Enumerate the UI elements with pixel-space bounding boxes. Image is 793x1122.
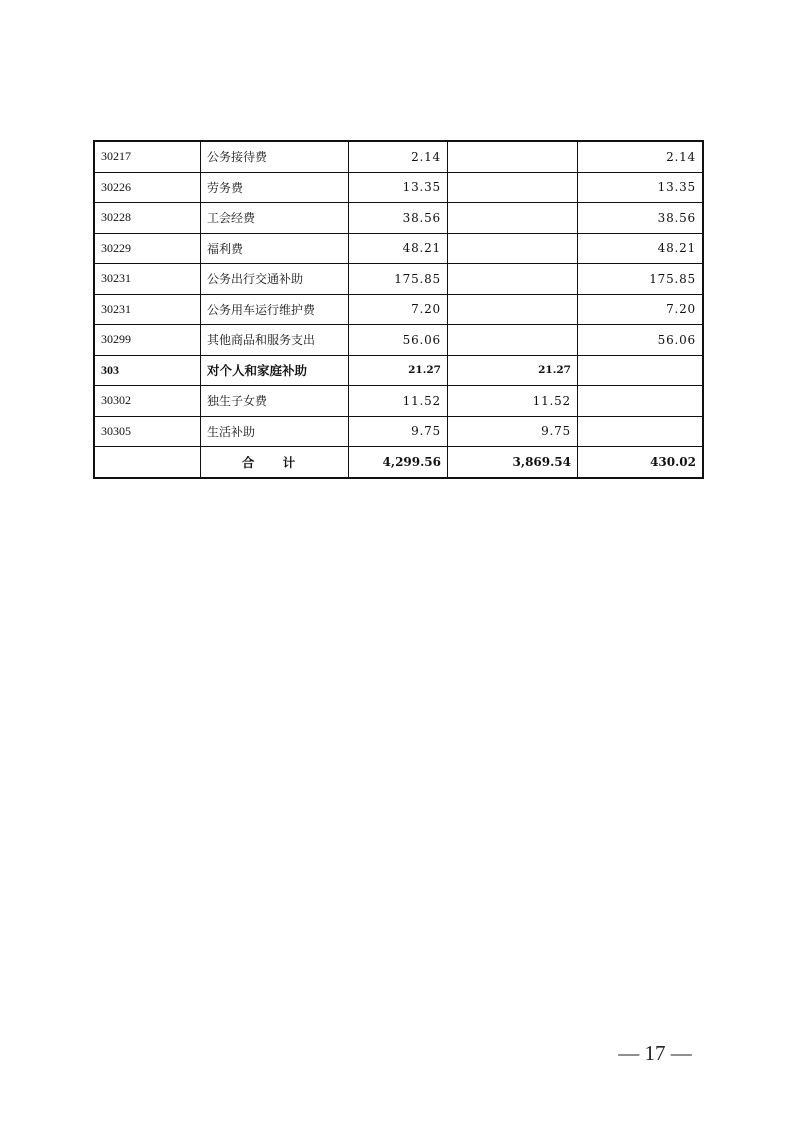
row-name: 公务出行交通补助 xyxy=(201,264,349,295)
table-row xyxy=(94,264,703,295)
row-project: 175.85 xyxy=(578,264,704,295)
table-total-row xyxy=(94,447,703,478)
table-row xyxy=(94,386,703,417)
row-total: 13.35 xyxy=(349,172,448,203)
row-project xyxy=(578,355,704,386)
row-name: 生活补助 xyxy=(201,416,349,447)
table-row xyxy=(94,325,703,356)
table-row-category xyxy=(94,355,703,386)
row-code: 30226 xyxy=(94,172,201,203)
total-amount: 4,299.56 xyxy=(349,447,448,478)
row-basic: 9.75 xyxy=(448,416,578,447)
row-code: 30305 xyxy=(94,416,201,447)
row-code: 30217 xyxy=(94,141,201,172)
row-project xyxy=(578,386,704,417)
table-row xyxy=(94,416,703,447)
row-basic xyxy=(448,325,578,356)
total-project: 430.02 xyxy=(578,447,704,478)
budget-table xyxy=(93,140,704,479)
table-row xyxy=(94,233,703,264)
row-total: 11.52 xyxy=(349,386,448,417)
row-basic xyxy=(448,233,578,264)
table-row xyxy=(94,141,703,172)
table-row xyxy=(94,203,703,234)
row-code: 30231 xyxy=(94,264,201,295)
row-project: 2.14 xyxy=(578,141,704,172)
row-name: 工会经费 xyxy=(201,203,349,234)
row-project xyxy=(578,416,704,447)
table-row xyxy=(94,172,703,203)
row-name: 福利费 xyxy=(201,233,349,264)
total-code xyxy=(94,447,201,478)
row-basic xyxy=(448,203,578,234)
row-project: 38.56 xyxy=(578,203,704,234)
row-code: 30228 xyxy=(94,203,201,234)
row-total: 7.20 xyxy=(349,294,448,325)
row-project: 48.21 xyxy=(578,233,704,264)
row-name: 对个人和家庭补助 xyxy=(201,355,349,386)
page-number: — 17 — xyxy=(618,1041,692,1065)
row-total: 48.21 xyxy=(349,233,448,264)
table-row xyxy=(94,294,703,325)
total-basic: 3,869.54 xyxy=(448,447,578,478)
row-code: 30299 xyxy=(94,325,201,356)
row-code: 30229 xyxy=(94,233,201,264)
row-basic xyxy=(448,294,578,325)
row-basic xyxy=(448,172,578,203)
row-code: 30302 xyxy=(94,386,201,417)
row-total: 38.56 xyxy=(349,203,448,234)
row-basic xyxy=(448,141,578,172)
row-project: 13.35 xyxy=(578,172,704,203)
row-name: 公务接待费 xyxy=(201,141,349,172)
row-name: 公务用车运行维护费 xyxy=(201,294,349,325)
row-name: 劳务费 xyxy=(201,172,349,203)
row-name: 其他商品和服务支出 xyxy=(201,325,349,356)
row-basic: 11.52 xyxy=(448,386,578,417)
row-code: 303 xyxy=(94,355,201,386)
row-basic: 21.27 xyxy=(448,355,578,386)
row-total: 2.14 xyxy=(349,141,448,172)
row-code: 30231 xyxy=(94,294,201,325)
row-total: 56.06 xyxy=(349,325,448,356)
row-project: 7.20 xyxy=(578,294,704,325)
total-label: 合 计 xyxy=(201,447,349,478)
row-total: 9.75 xyxy=(349,416,448,447)
row-basic xyxy=(448,264,578,295)
row-name: 独生子女费 xyxy=(201,386,349,417)
row-project: 56.06 xyxy=(578,325,704,356)
row-total: 21.27 xyxy=(349,355,448,386)
row-total: 175.85 xyxy=(349,264,448,295)
